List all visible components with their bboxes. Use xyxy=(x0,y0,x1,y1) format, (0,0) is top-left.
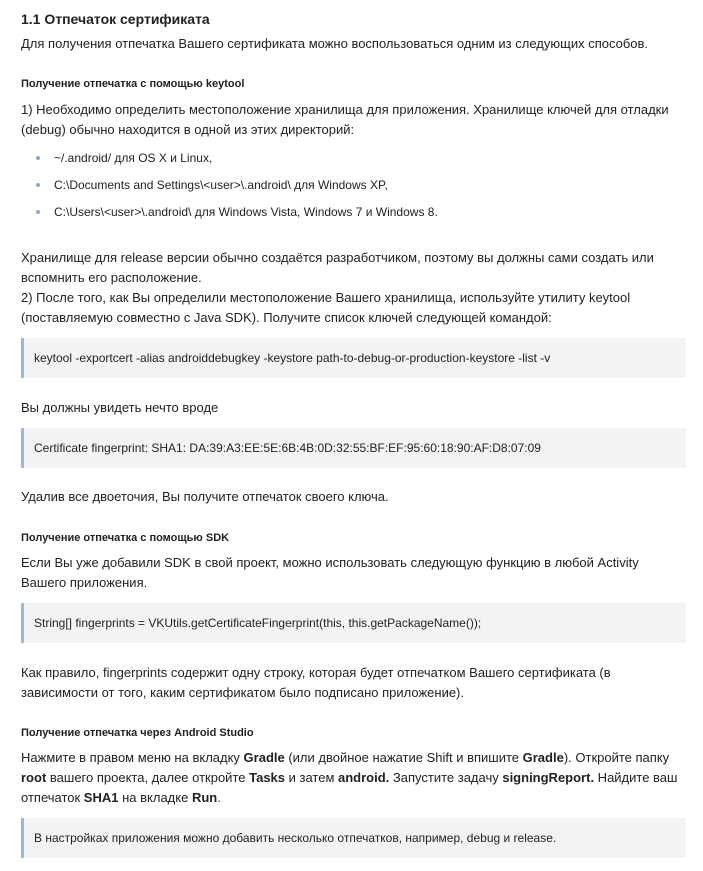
remove-colons-text: Удалив все двоеточия, Вы получите отпечаток своего ключа. xyxy=(21,489,389,504)
android-studio-heading: Получение отпечатка через Android Studio xyxy=(21,727,254,739)
section-title: 1.1 Отпечаток сертификата xyxy=(21,11,210,27)
note-block: В настройках приложения можно добавить несколько отпечатков, например, debug и release. xyxy=(21,818,686,858)
sdk-heading: Получение отпечатка с помощью SDK xyxy=(21,532,230,544)
android-studio-text: Нажмите в правом меню на вкладку Gradle (или двойное нажатие Shift и впишите Gradle). Откройте папку root вашего проекта, далее откройте Tasks и затем android. Запустите задачу signingReport. Найдите ваш отпечаток SHA1 на вкладке Run. xyxy=(21,750,678,805)
intro-text: Для получения отпечатка Вашего сертификата можно воспользоваться одним из следующих способов. xyxy=(21,36,649,51)
fingerprints-rule-text: Как правило, fingerprints содержит одну строку, которая будет отпечатком Вашего сертификата (в зависимости от того, каким сертификатом было подписано приложение). xyxy=(21,665,611,700)
list-item: ~/.android/ для OS X и Linux, xyxy=(21,148,686,175)
list-item: C:\Documents and Settings\<user>\.android\ для Windows XP, xyxy=(21,175,686,202)
sdk-text: Если Вы уже добавили SDK в свой проект, можно использовать следующую функцию в любой Activity Вашего приложения. xyxy=(21,555,639,590)
keystore-path-list xyxy=(21,148,686,229)
keytool-step1-line2: (debug) обычно находится в одной из этих директорий: xyxy=(21,122,355,137)
bullet-icon xyxy=(36,156,40,160)
expected-output-text: Вы должны увидеть нечто вроде xyxy=(21,400,219,415)
bullet-icon xyxy=(36,210,40,214)
list-item: C:\Users\<user>\.android\ для Windows Vista, Windows 7 и Windows 8. xyxy=(21,202,686,229)
article xyxy=(21,8,686,845)
keytool-step1-line1: 1) Необходимо определить местоположение хранилища для приложения. Хранилище ключей для отладки xyxy=(21,102,669,117)
sdk-code-block[interactable]: String[] fingerprints = VKUtils.getCertificateFingerprint(this, this.getPackageName()); xyxy=(21,603,686,643)
keytool-step1 xyxy=(21,100,686,140)
keytool-heading: Получение отпечатка с помощью keytool xyxy=(21,78,245,90)
bullet-icon xyxy=(36,183,40,187)
release-keystore-text: Хранилище для release версии обычно создаётся разработчиком, поэтому вы должны сами создать или вспомнить его расположение. 2) После того, как Вы определили местоположение Вашего хранилища, используйте утилиту keytool (поставляемую совместно с Java SDK). Получите список ключей следующей командой: xyxy=(21,250,654,325)
fingerprint-example-block[interactable]: Certificate fingerprint: SHA1: DA:39:A3:EE:5E:6B:4B:0D:32:55:BF:EF:95:60:18:90:AF:D8:07:09 xyxy=(21,428,686,468)
keytool-command-block[interactable]: keytool -exportcert -alias androiddebugkey -keystore path-to-debug-or-production-keystore -list -v xyxy=(21,338,686,378)
